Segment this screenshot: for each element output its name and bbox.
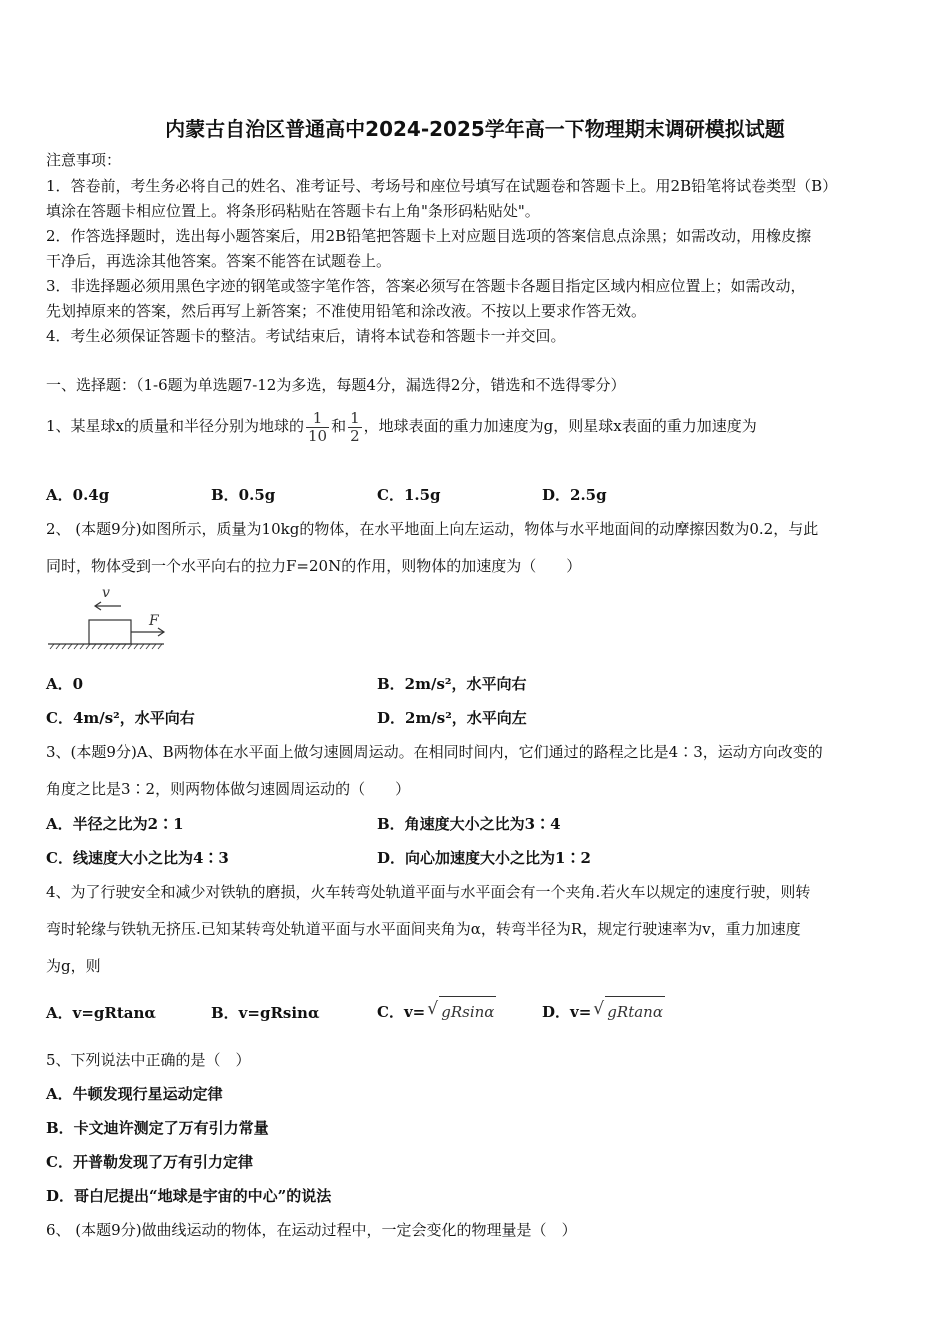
fraction-numerator: 1	[306, 410, 329, 428]
notice-line: 4．考生必须保证答题卡的整洁。考试结束后，请将本试卷和答题卡一并交回。	[46, 327, 566, 345]
q3-option-a: A．半径之比为2∶1	[46, 815, 184, 833]
radicand: gRtanα	[605, 996, 665, 1027]
q1-text-a: 1、某星球x的质量和半径分别为地球的	[46, 417, 305, 435]
q4-stem-line3: 为g，则	[46, 957, 101, 975]
q2-stem-line2: 同时，物体受到一个水平向右的拉力F=20N的作用，则物体的加速度为（ ）	[46, 557, 582, 575]
q1-text-mid: 和	[331, 417, 347, 435]
q3-stem-line2: 角度之比是3∶2，则两物体做匀速圆周运动的（ ）	[46, 780, 411, 798]
ground-hatching	[50, 644, 162, 649]
q4-option-b: B．v=gRsinα	[211, 1004, 320, 1022]
notice-heading: 注意事项：	[46, 151, 122, 169]
q5-option-a: A．牛顿发现行星运动定律	[46, 1085, 223, 1103]
q3-option-b: B．角速度大小之比为3∶4	[377, 815, 561, 833]
q5-option-d: D．哥白尼提出“地球是宇宙的中心”的说法	[46, 1187, 332, 1205]
q5-stem: 5、下列说法中正确的是（ ）	[46, 1051, 251, 1069]
sqrt-expression: √ gRsinα	[427, 996, 496, 1027]
q2-option-d: D．2m/s²，水平向左	[377, 709, 527, 727]
notice-line: 填涂在答题卡相应位置上。将条形码粘贴在答题卡右上角"条形码粘贴处"。	[46, 202, 540, 220]
fraction-denominator: 10	[308, 426, 328, 445]
q2-figure	[46, 582, 176, 652]
block	[89, 620, 131, 644]
q1-text-b: ，地球表面的重力加速度为g，则星球x表面的重力加速度为	[363, 417, 757, 435]
fraction-numerator: 1	[350, 408, 360, 427]
q4-option-c-label: C．v=	[377, 1003, 426, 1021]
q1-option-b: B．0.5g	[211, 486, 276, 504]
section-heading: 一、选择题：（1-6题为单选题7-12为多选，每题4分，漏选得2分，错选和不选得零分）	[46, 376, 626, 394]
q1-stem	[46, 406, 757, 446]
q2-stem-line1: 2、 (本题9分)如图所示，质量为10kg的物体，在水平地面上向左运动，物体与水平地面间的动摩擦因数为0.2，与此	[46, 520, 819, 538]
q4-option-d	[542, 996, 665, 1027]
q4-stem-line2: 弯时轮缘与铁轨无挤压.已知某转弯处轨道平面与水平面间夹角为α，转弯半径为R，规定行驶速率为v，重力加速度	[46, 920, 801, 938]
velocity-label: v	[102, 585, 110, 601]
sqrt-expression: √ gRtanα	[593, 996, 665, 1027]
q1-option-d: D．2.5g	[542, 486, 607, 504]
q4-option-a: A．v=gRtanα	[46, 1004, 156, 1022]
q6-stem: 6、 (本题9分)做曲线运动的物体，在运动过程中，一定会变化的物理量是（ ）	[46, 1221, 577, 1239]
notice-line: 先划掉原来的答案，然后再写上新答案；不准使用铅笔和涂改液。不按以上要求作答无效。	[46, 302, 647, 320]
q5-option-b: B．卡文迪许测定了万有引力常量	[46, 1119, 269, 1137]
q1-option-c: C．1.5g	[377, 486, 441, 504]
q3-stem-line1: 3、(本题9分)A、B两物体在水平面上做匀速圆周运动。在相同时间内，它们通过的路程之比是4∶3，运动方向改变的	[46, 743, 823, 761]
q4-option-c	[377, 996, 496, 1027]
notice-line: 1．答卷前，考生务必将自己的姓名、准考证号、考场号和座位号填写在试题卷和答题卡上。用2B铅笔将试卷类型（B）	[46, 177, 838, 195]
q2-option-c: C．4m/s²，水平向右	[46, 709, 195, 727]
fraction-denominator: 2	[350, 426, 360, 445]
q5-option-c: C．开普勒发现了万有引力定律	[46, 1153, 253, 1171]
q1-option-a: A．0.4g	[46, 486, 110, 504]
q1-fraction-1	[306, 410, 329, 445]
q4-stem-line1: 4、为了行驶安全和减少对铁轨的磨损，火车转弯处轨道平面与水平面会有一个夹角.若火车以规定的速度行驶，则转	[46, 883, 811, 901]
q3-option-c: C．线速度大小之比为4∶3	[46, 849, 229, 867]
force-label: F	[149, 613, 159, 629]
notice-line: 3．非选择题必须用黑色字迹的钢笔或签字笔作答，答案必须写在答题卡各题目指定区域内相应位置上；如需改动，	[46, 277, 806, 295]
notice-line: 干净后，再选涂其他答案。答案不能答在试题卷上。	[46, 252, 392, 270]
notice-line: 2．作答选择题时，选出每小题答案后，用2B铅笔把答题卡上对应题目选项的答案信息点涂黑；如需改动，用橡皮擦	[46, 227, 812, 245]
radicand: gRsinα	[439, 996, 496, 1027]
page-title: 内蒙古自治区普通高中2024-2025学年高一下物理期末调研模拟试题	[165, 117, 785, 141]
q2-option-a: A．0	[46, 675, 84, 693]
q2-option-b: B．2m/s²，水平向右	[377, 675, 527, 693]
q3-option-d: D．向心加速度大小之比为1∶2	[377, 849, 591, 867]
q4-option-d-label: D．v=	[542, 1003, 592, 1021]
q1-fraction-2	[348, 410, 362, 445]
